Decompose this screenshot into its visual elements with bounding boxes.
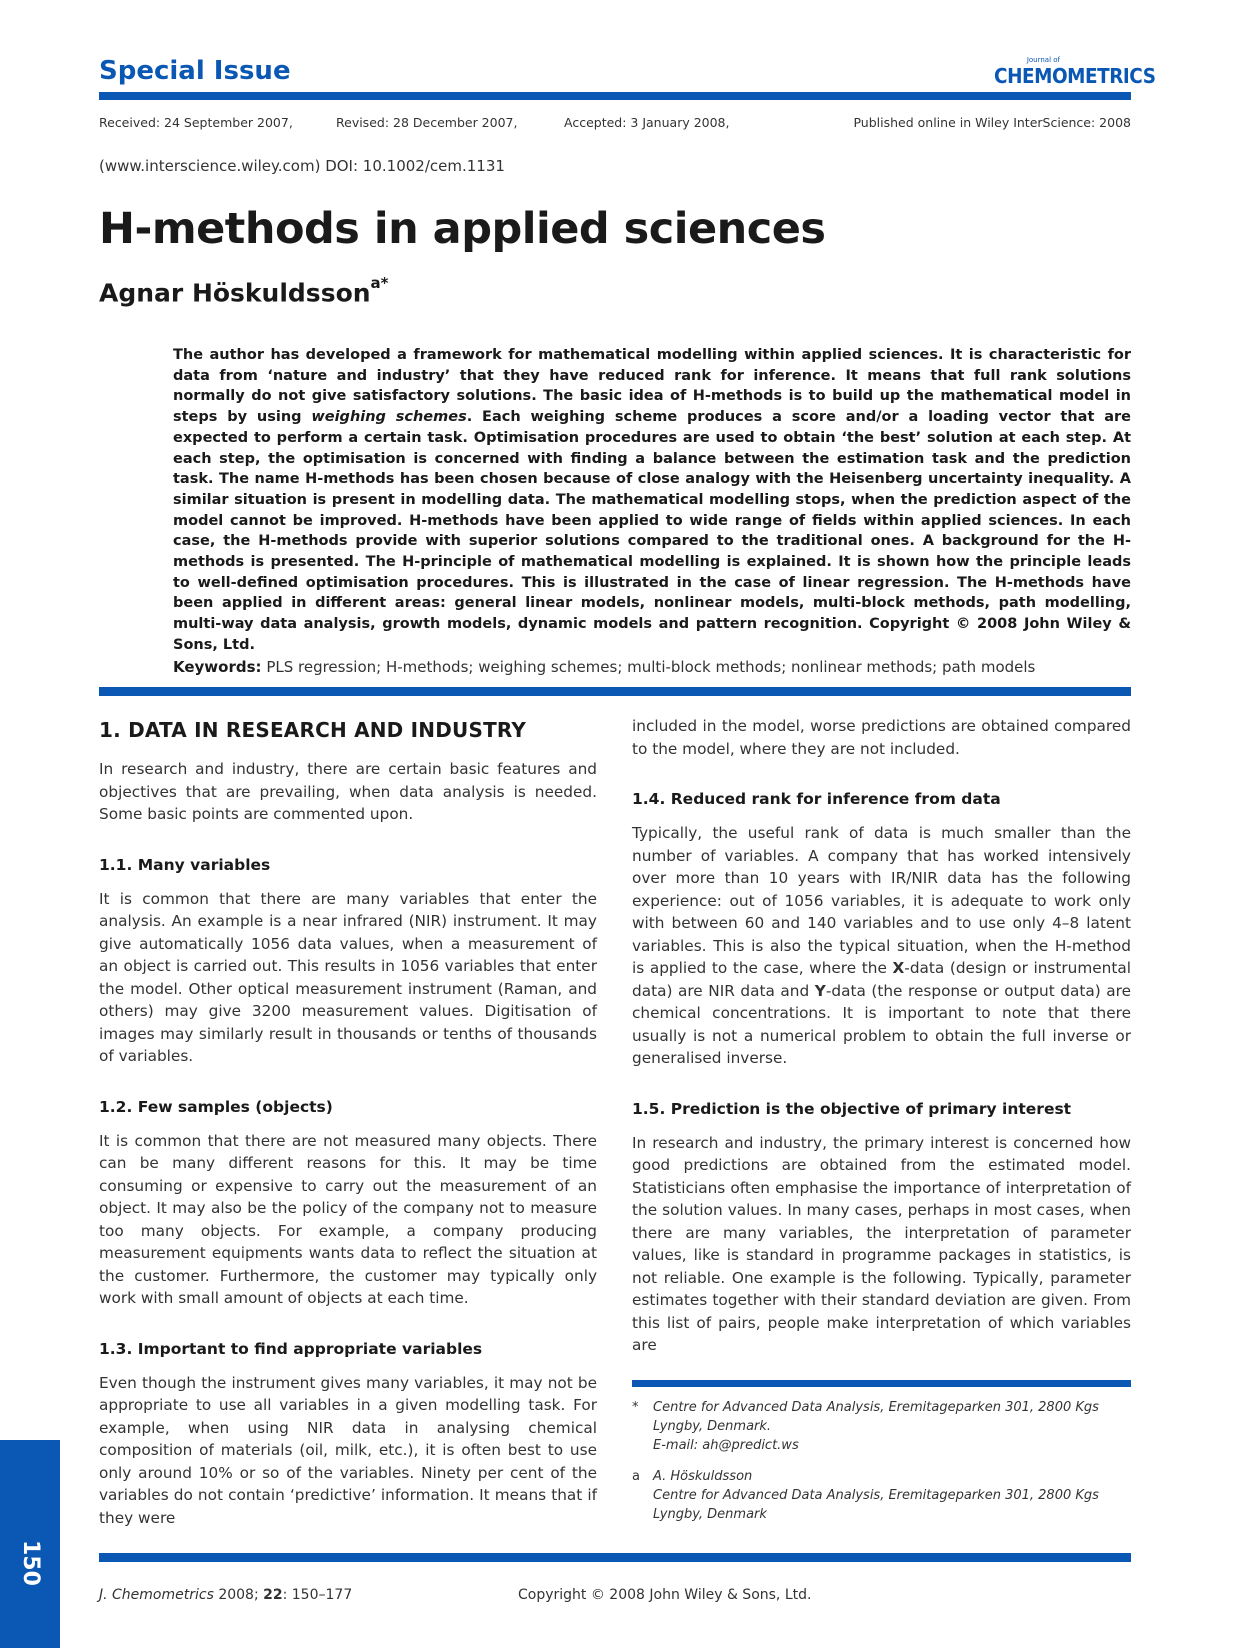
footnote-1-line1: Centre for Advanced Data Analysis, Eremitageparken 301, 2800 Kgs Lyngby, Denmark. — [653, 1400, 1099, 1434]
section-1-4-text-b: -data (design or instrumental data) are NIR data and — [632, 959, 1131, 1000]
section-1-4-text-a: Typically, the useful rank of data is much smaller than the number of variables. A company that has worked intensively over more than 10 years with IR/NIR data has the following experience: out of 1056 variables, it is adequate to work only with between 60 and 140 variables and to use only 4–8 latent variables. This is also the typical situation, when the H-method is applied to the case, where the — [632, 824, 1131, 977]
section-1-text: In research and industry, there are certain basic features and objectives that are prevailing, when data analysis is needed. Some basic points are commented upon. — [99, 760, 597, 823]
doi-line: (www.interscience.wiley.com) DOI: 10.1002/cem.1131 — [99, 157, 505, 175]
section-1-1-heading: 1.1. Many variables — [99, 855, 271, 874]
section-1-1-text: It is common that there are many variables that enter the analysis. An example is a near infrared (NIR) instrument. It may give automatically 1056 data values, when a measurement of an object is carried out. This results in 1056 variables that enter the model. Other optical measurement instrument (Raman, and others) may give 3200 measurement values. Digitisation of images may similarly result in thousands or tenths of thousands of variables. — [99, 889, 597, 1065]
x-symbol: X — [892, 959, 905, 977]
footer-copyright: Copyright © 2008 John Wiley & Sons, Ltd. — [518, 1587, 812, 1603]
footnote-2 — [632, 1467, 1131, 1524]
published-info: Published online in Wiley InterScience: 2008 — [853, 115, 1131, 130]
special-issue-label: Special Issue — [99, 56, 291, 86]
footnote-1 — [632, 1398, 1131, 1455]
abstract-part2: . Each weighing scheme produces a score and/or a loading vector that are expected to perform a certain task. Optimisation procedures are used to obtain ‘the best’ solution at each step. At each step, the optimisation is concerned with finding a balance between the estimation task and the prediction task. The name H-methods has been chosen because of close analogy with the Heisenberg uncertainty inequality. A similar situation is present in modelling data. The mathematical modelling stops, when the prediction aspect of the model cannot be improved. H-methods have been applied to wide range of fields within applied sciences. In each case, the H-methods provide with superior solutions compared to the traditional ones. A background for the H-methods is presented. The H-principle of mathematical modelling is explained. It is shown how the principle leads to well-defined optimisation procedures. This is illustrated in the case of linear regression. The H-methods have been applied in different areas: general linear models, nonlinear models, multi-block methods, path modelling, multi-way data analysis, growth models, dynamic models and pattern recognition. Copyright © 2008 John Wiley & Sons, Ltd. — [173, 409, 1131, 653]
footnote-2-line1: A. Höskuldsson — [653, 1469, 753, 1484]
section-1-4-heading: 1.4. Reduced rank for inference from data — [632, 790, 1001, 808]
abstract — [173, 345, 1131, 656]
keywords-label: Keywords: — [173, 658, 262, 676]
footnote-rule — [632, 1380, 1131, 1387]
section-1-5-text: In research and industry, the primary interest is concerned how good predictions are obtained from the estimated model. Statisticians often emphasise the importance of interpretation of the solution values. In many cases, perhaps in most cases, when there are many variables, the interpretation of parameter values, like is standard in programme packages in statistics, is not reliable. One example is the following. Typically, parameter estimates together with their standard deviation are given. From this list of pairs, people make interpretation of which variables are — [632, 1133, 1131, 1354]
footnote-2-mark: a — [632, 1469, 640, 1484]
accepted-date: Accepted: 3 January 2008, — [564, 115, 730, 130]
author-name: Agnar Höskuldsson — [99, 278, 371, 308]
abstract-rule — [99, 687, 1131, 696]
page-number: 150 — [18, 1540, 43, 1586]
section-1-5-heading: 1.5. Prediction is the objective of primary interest — [632, 1099, 1072, 1118]
section-1-3-continued: included in the model, worse predictions are obtained compared to the model, where they are not included. — [632, 717, 1131, 758]
keywords — [173, 658, 1035, 676]
right-column — [632, 715, 1131, 1357]
section-1-heading: 1. DATA IN RESEARCH AND INDUSTRY — [99, 718, 527, 742]
footer-citation — [99, 1587, 352, 1603]
footnote-1-mark: * — [632, 1400, 639, 1415]
footnote-2-line2: Centre for Advanced Data Analysis, Eremitageparken 301, 2800 Kgs Lyngby, Denmark — [653, 1488, 1099, 1522]
author-marks: a* — [370, 274, 389, 292]
section-1-3-heading: 1.3. Important to find appropriate variables — [99, 1339, 483, 1358]
footer-rule — [99, 1553, 1131, 1562]
revised-date: Revised: 28 December 2007, — [336, 115, 518, 130]
journal-logo — [980, 56, 1156, 88]
author-line — [99, 274, 389, 308]
page-number-tab — [0, 1440, 60, 1648]
y-symbol: Y — [814, 981, 826, 1000]
article-title: H-methods in applied sciences — [99, 204, 826, 254]
header-rule — [99, 92, 1131, 100]
footer-pages: : 150–177 — [282, 1587, 353, 1603]
abstract-emphasis: weighing schemes — [311, 409, 467, 426]
section-1-2-text: It is common that there are not measured many objects. There can be many different reasons for this. It may be time consuming or expensive to carry out the measurement of an object. It may also be the policy of the company not to measure too many objects. For example, a company producing measurement equipments wants data to reflect the situation at the customer. Furthermore, the customer may typically only work with small amount of objects at each time. — [99, 1131, 597, 1307]
journal-logo-name: CHEMOMETRICS — [994, 64, 1156, 88]
footer-journal: J. Chemometrics — [99, 1587, 214, 1603]
section-1-4-text — [632, 822, 1131, 1070]
section-1-3-text: Even though the instrument gives many variables, it may not be appropriate to use all variables in a given modelling task. For example, when using NIR data in analysing chemical composition of materials (oil, milk, etc.), it is often best to use only around 10% or so of the variables. Ninety per cent of the variables do not contain ‘predictive’ information. It means that if they were — [99, 1373, 597, 1527]
footer-year: 2008; — [213, 1587, 264, 1603]
keywords-text: PLS regression; H-methods; weighing schemes; multi-block methods; nonlinear methods; path models — [261, 658, 1036, 676]
journal-logo-small: Journal of — [1026, 56, 1060, 64]
left-column — [99, 715, 597, 1529]
abstract-part1: The author has developed a framework for mathematical modelling within applied sciences. It is characteristic for data from ‘nature and industry’ that they have reduced rank for inference. It means that full rank solutions normally do not give satisfactory solutions. The basic idea of H-methods is to build up the mathematical model in steps by using — [173, 347, 1131, 426]
footnote-1-email: E-mail: ah@predict.ws — [653, 1438, 799, 1453]
received-date: Received: 24 September 2007, — [99, 115, 293, 130]
section-1-2-heading: 1.2. Few samples (objects) — [99, 1097, 333, 1116]
footer-volume: 22 — [263, 1587, 283, 1603]
section-1-4-text-c: -data (the response or output data) are chemical concentrations. It is important to note that there usually is not a numerical problem to obtain the full inverse or generalised inverse. — [632, 981, 1131, 1067]
